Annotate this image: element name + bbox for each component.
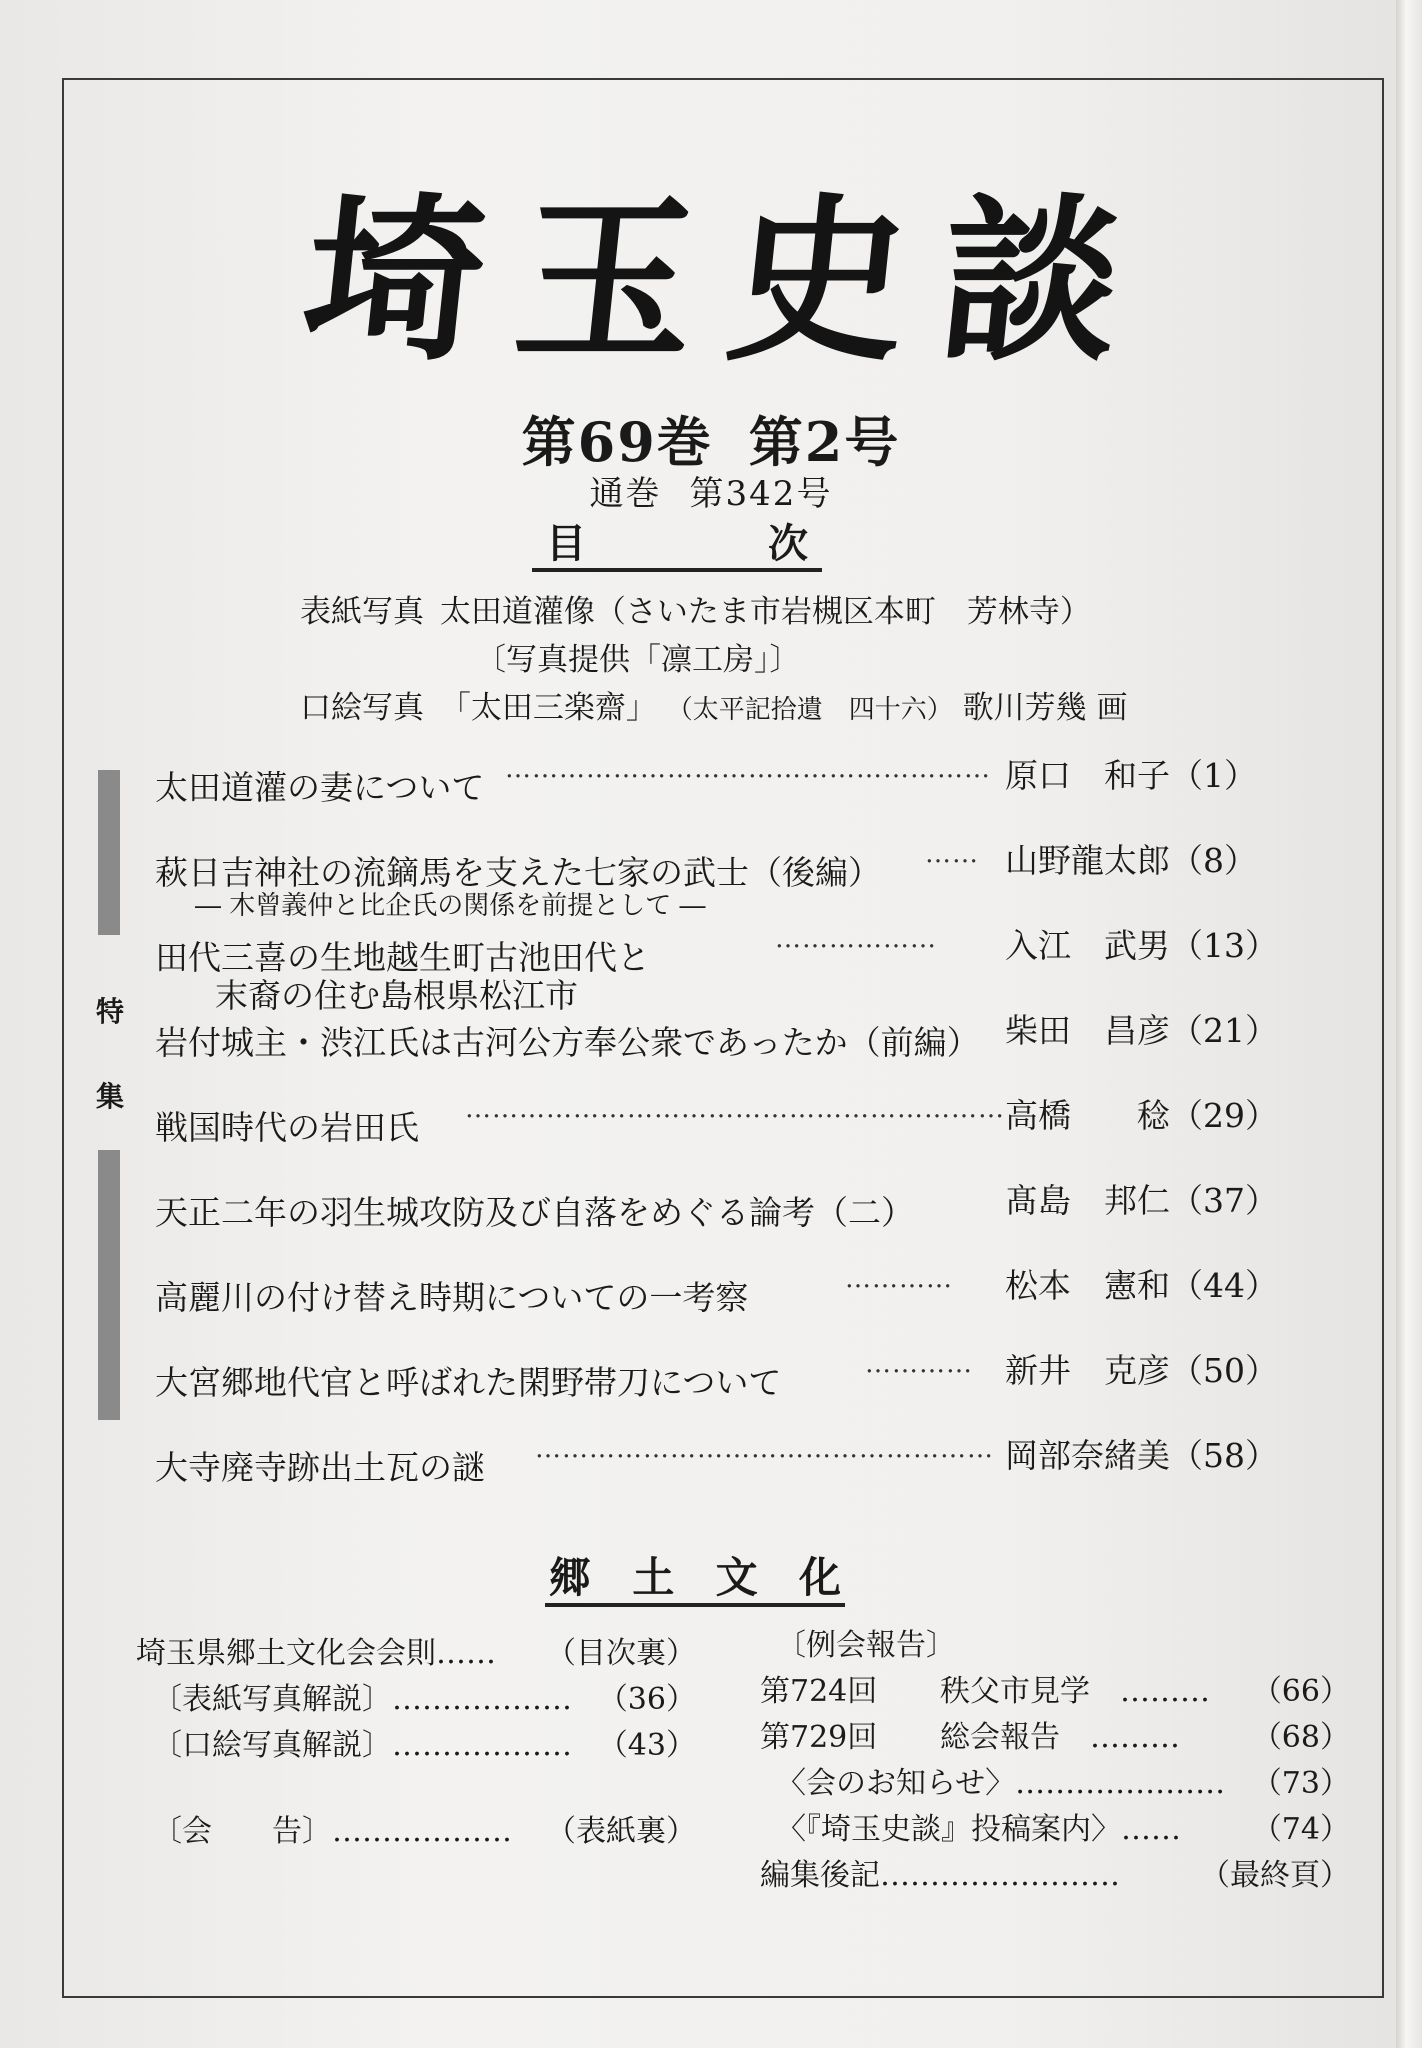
toc-entry[interactable] [155,740,1295,825]
toc-entry[interactable] [155,1165,1295,1250]
article-author: 岡部奈緒美（58） [1005,1436,1278,1475]
item-label: 埼玉県郷土文化会会則…… [136,1636,496,1671]
leader-dots: ……………… [775,924,937,954]
item-label: 〔口絵写真解説〕……………… [152,1728,572,1763]
toc-entry[interactable] [155,995,1295,1080]
cover-photo-text: 太田道灌像（さいたま市岩槻区本町 芳林寺） [439,594,1091,630]
list-item[interactable] [136,1674,696,1720]
article-title: 萩日吉神社の流鏑馬を支えた七家の武士（後編） [155,853,881,892]
article-author: 髙島 邦仁（37） [1005,1181,1278,1220]
list-gap [136,1766,696,1806]
list-item[interactable] [136,1720,696,1766]
article-author: 原口 和子（1） [1005,756,1257,795]
feature-bar-top [98,770,120,935]
article-author: 松本 憲和（44） [1005,1266,1278,1305]
article-title: 岩付城主・渋江氏は古河公方奉公衆であったか（前編） [155,1023,980,1062]
item-page: （74） [1251,1812,1350,1847]
contents-heading-char-1: 目 [546,520,586,567]
toc-entry[interactable] [155,1420,1295,1505]
toc-entry[interactable] [155,825,1295,921]
list-item[interactable] [136,1628,696,1674]
leader-dots: ………… [845,1264,953,1294]
item-label: 第729回 [760,1720,878,1755]
leader-dots: …………………………………………… [535,1434,994,1464]
item-label: 〔表紙写真解説〕……………… [152,1682,572,1717]
list-item[interactable] [760,1804,1350,1850]
toc-entry[interactable] [155,1250,1295,1335]
report-items [760,1620,1350,1896]
list-item[interactable] [136,1806,696,1852]
local-culture-char-1: 郷 [549,1553,592,1602]
feature-char-2: 集 [96,1080,125,1113]
frontis-photo-row [300,684,1127,734]
article-title: 大宮郷地代官と呼ばれた閑野帯刀について [155,1363,782,1402]
frontis-source: （太平記拾遺 四十六） [666,695,953,725]
article-title: 戦国時代の岩田氏 [155,1108,419,1147]
cover-photo-row [300,588,1127,636]
serial-label: 通巻 [589,474,662,514]
contents-heading-char-2: 次 [768,520,808,567]
list-item[interactable] [760,1850,1350,1896]
feature-char-1: 特 [96,995,125,1028]
item-page: （最終頁） [1200,1858,1350,1893]
leader-dots: …… [925,839,979,869]
item-label: 〔例会報告〕 [776,1628,956,1663]
local-culture-char-3: 文 [715,1553,758,1602]
item-page: （目次裏） [546,1636,696,1671]
item-page: （68） [1251,1720,1350,1755]
feature-bar-bottom [98,1150,120,1420]
toc-entry[interactable] [155,910,1295,1015]
item-page: （66） [1251,1674,1350,1709]
frontis-photo-label: 口絵写真 [300,690,424,726]
frontis-artist: 歌川芳幾 画 [962,690,1128,726]
leader-dots: ………… [865,1349,973,1379]
article-author: 柴田 昌彦（21） [1005,1011,1278,1050]
article-title-line-2: 末裔の住む島根県松江市 [215,976,578,1015]
list-item[interactable] [760,1666,1350,1712]
article-title: 田代三喜の生地越生町古池田代と [155,938,650,977]
cover-info [300,588,1127,734]
article-author: 高橋 稔（29） [1005,1096,1278,1135]
item-label: 〈『埼玉史談』投稿案内〉…… [776,1812,1181,1847]
list-item[interactable] [760,1758,1350,1804]
article-title: 天正二年の羽生城攻防及び自落をめぐる論考（二） [155,1193,914,1232]
local-culture-char-2: 土 [632,1553,675,1602]
leader-dots: …………………………………………………… [465,1094,1005,1124]
item-label: 編集後記…………………… [760,1858,1120,1893]
article-title: 大寺廃寺跡出土瓦の謎 [155,1448,485,1487]
article-title: 太田道灌の妻について [155,768,485,807]
journal-title: 埼玉史談 [294,176,1165,385]
local-culture-char-4: 化 [798,1553,841,1602]
local-culture-heading [545,1545,845,1607]
volume-number: 第69巻 [521,410,713,474]
item-page: （43） [597,1728,696,1763]
cover-photo-label: 表紙写真 [300,594,424,630]
list-item [760,1620,1350,1666]
contents-heading [532,512,822,572]
serial-number [0,466,1422,515]
issue-number: 第2号 [748,410,901,474]
toc-entry[interactable] [155,1335,1295,1420]
list-item[interactable] [760,1712,1350,1758]
society-items [136,1628,696,1852]
article-subtitle: ― 木曾義仲と比企氏の関係を前提として ― [195,891,706,921]
toc-entry[interactable] [155,1080,1295,1165]
cover-photo-credit: 〔写真提供「凛工房」〕 [475,642,801,678]
article-title: 高麗川の付け替え時期についての一考察 [155,1278,749,1317]
toc-articles [155,740,1295,1505]
article-author: 入江 武男（13） [1005,926,1278,965]
serial-value: 第342号 [689,474,833,514]
article-author: 山野龍太郎（8） [1005,841,1257,880]
item-label: 〔会 告〕……………… [152,1814,512,1849]
item-page: （表紙裏） [546,1814,696,1849]
item-page: （36） [597,1682,696,1717]
leader-dots: ……………………………………………… [505,754,991,784]
item-page: （73） [1251,1766,1350,1801]
article-author: 新井 克彦（50） [1005,1351,1278,1390]
item-label: 第724回 [760,1674,878,1709]
frontis-title: 「太田三楽齋」 [439,690,657,726]
item-desc: 総会報告 ……… [940,1720,1180,1755]
item-desc: 秩父市見学 ……… [940,1674,1210,1709]
item-label: 〈会のお知らせ〉………………… [776,1766,1226,1801]
